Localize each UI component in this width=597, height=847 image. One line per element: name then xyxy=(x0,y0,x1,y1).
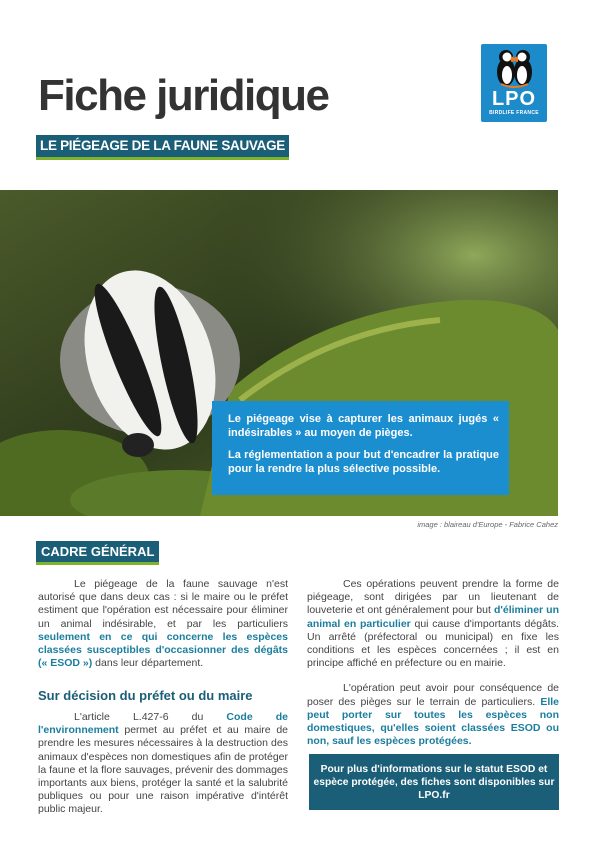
lpo-logo xyxy=(481,44,547,122)
left-paragraph-2: L'article L.427-6 du Code de l'environnement permet au préfet et au maire de prendre les mesures nécessaires à la destruction des animaux d'espèces non domestiques afin de protéger la faune et la flore sauvages, prévenir des dommages importants aux biens, protéger la santé et la salubrité publiques ou pour une raison impérative d'intérêt public majeur. xyxy=(38,711,288,816)
left-column xyxy=(38,578,288,682)
right-column xyxy=(307,578,559,760)
puffin-icon xyxy=(481,44,547,92)
section-heading: CADRE GÉNÉRAL xyxy=(36,541,159,565)
logo-wordmark: LPO xyxy=(491,88,537,110)
callout-box xyxy=(212,401,509,495)
species-highlight: Elle peut porter sur toutes les espèces non domestiques, qu'elles soient classées ESOD ou non, sauf les espèces protégées. xyxy=(307,695,559,748)
right-paragraph-2: L'opération peut avoir pour conséquence de poser des pièges sur le terrain de particuliers. Elle peut porter sur toutes les espèces non domestiques, qu'elles soient classées ESOD ou non, sauf les espèces protégées. xyxy=(307,682,559,748)
info-box: Pour plus d'informations sur le statut ESOD et espèce protégée, des fiches sont disponibles sur LPO.fr xyxy=(309,754,559,810)
esod-highlight: seulement en ce qui concerne les espèces classées susceptibles d'occasionner des dégâts (« ESOD ») xyxy=(38,630,288,670)
left-paragraph-1: Le piégeage de la faune sauvage n'est autorisé que dans deux cas : si le maire ou le préfet estiment que l'opération est nécessaire pour éliminer un animal indésirable, et par les particuliers seulement en ce qui concerne les espèces classées susceptibles d'occasionner des dégâts (« ESOD ») dans leur département. xyxy=(38,578,288,670)
left-column-2 xyxy=(38,711,288,829)
logo-tagline: BIRDLIFE FRANCE xyxy=(489,110,539,116)
right-paragraph-1: Ces opérations peuvent prendre la forme de piégeage, sont dirigées par un lieutenant de louveterie et ont généralement pour but d'éliminer un animal en particulier qui cause d'importants dégâts. Un arrêté (préfectoral ou municipal) en fixe les conditions et les espèces concernées ; il est en principe affiché en préfecture ou en mairie. xyxy=(307,578,559,670)
page-subtitle: LE PIÉGEAGE DE LA FAUNE SAUVAGE xyxy=(36,135,289,160)
callout-paragraph-2: La réglementation a pour but d'encadrer la pratique pour la rendre la plus sélective possible. xyxy=(228,449,499,475)
subsection-heading: Sur décision du préfet ou du maire xyxy=(38,688,253,703)
callout-paragraph-1: Le piégeage vise à capturer les animaux jugés « indésirables » au moyen de pièges. xyxy=(228,413,499,439)
photo-caption: image : blaireau d'Europe - Fabrice Cahez xyxy=(417,520,558,529)
code-environnement-link: Code de l'environnement xyxy=(38,711,288,737)
page-title: Fiche juridique xyxy=(38,71,329,120)
eliminate-highlight: d'éliminer un animal en particulier xyxy=(307,604,559,630)
